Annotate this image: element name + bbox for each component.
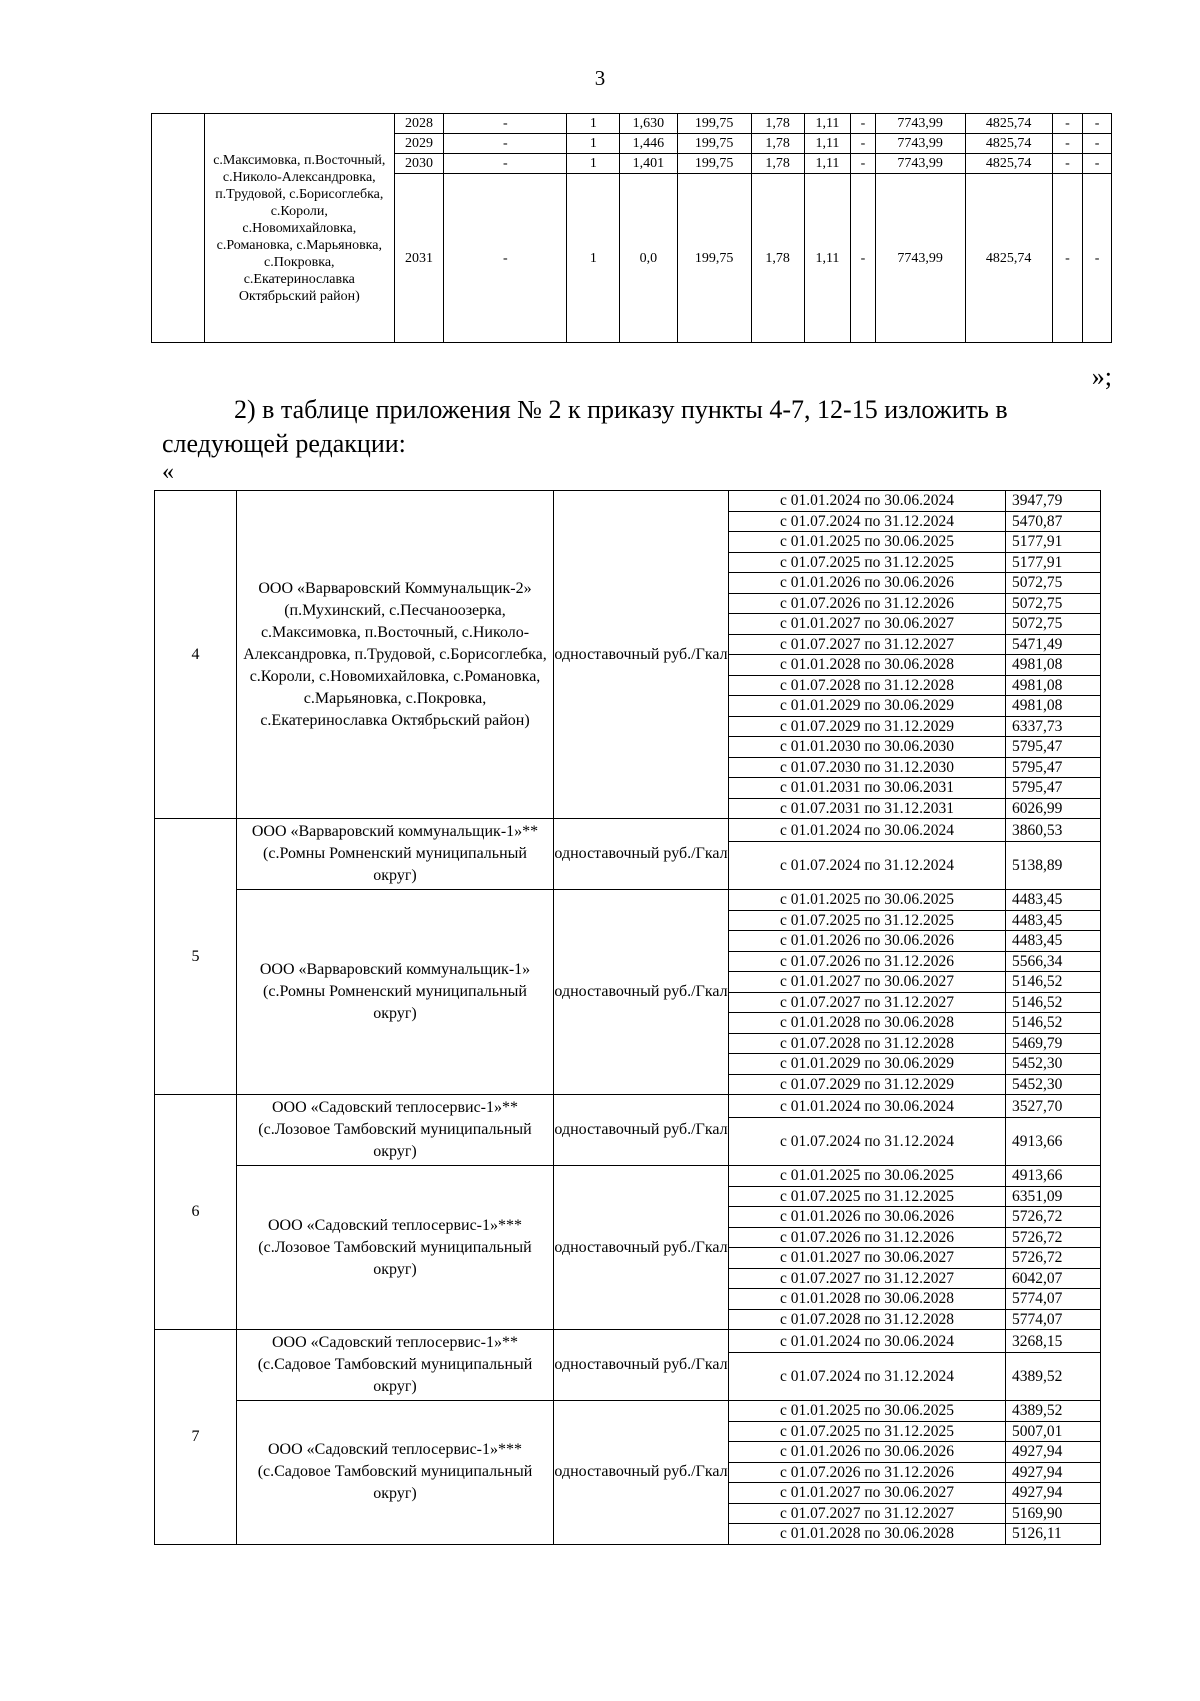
- tariff-value-cell: 5795,47: [1006, 778, 1101, 799]
- tariff-value-cell: 5471,49: [1006, 634, 1101, 655]
- top-table-cell: -: [851, 154, 875, 174]
- tariff-row: [155, 1095, 1101, 1118]
- top-table-cell: 199,75: [677, 174, 751, 343]
- period-cell: с 01.01.2029 по 30.06.2029: [729, 696, 1006, 717]
- tariff-value-cell: 5726,72: [1006, 1227, 1101, 1248]
- top-table-cell: 1,11: [804, 154, 851, 174]
- period-cell: с 01.07.2027 по 31.12.2027: [729, 634, 1006, 655]
- top-table-cell: -: [1083, 134, 1112, 154]
- period-cell: с 01.07.2024 по 31.12.2024: [729, 842, 1006, 890]
- period-cell: с 01.07.2026 по 31.12.2026: [729, 1462, 1006, 1483]
- period-cell: с 01.07.2028 по 31.12.2028: [729, 1309, 1006, 1330]
- period-cell: с 01.01.2027 по 30.06.2027: [729, 1483, 1006, 1504]
- tariff-value-cell: 5138,89: [1006, 842, 1101, 890]
- closing-quote: »;: [1091, 362, 1112, 391]
- period-cell: с 01.07.2026 по 31.12.2026: [729, 1227, 1006, 1248]
- period-cell: с 01.07.2027 по 31.12.2027: [729, 1503, 1006, 1524]
- top-table-cell: 2028: [394, 114, 444, 134]
- period-cell: с 01.01.2028 по 30.06.2028: [729, 1524, 1006, 1545]
- tariff-value-cell: 6026,99: [1006, 798, 1101, 819]
- tariff-value-cell: 4913,66: [1006, 1118, 1101, 1166]
- top-table-cell: 7743,99: [875, 134, 965, 154]
- period-cell: с 01.01.2025 по 30.06.2025: [729, 1166, 1006, 1187]
- period-cell: с 01.07.2024 по 31.12.2024: [729, 511, 1006, 532]
- top-table-cell: 1: [567, 134, 620, 154]
- tariff-type-cell: одноставочный руб./Гкал: [554, 1401, 729, 1545]
- period-cell: с 01.07.2026 по 31.12.2026: [729, 951, 1006, 972]
- tariff-value-cell: 5146,52: [1006, 972, 1101, 993]
- tariff-value-cell: 5774,07: [1006, 1289, 1101, 1310]
- tariff-value-cell: 5146,52: [1006, 992, 1101, 1013]
- item-number: 7: [155, 1330, 237, 1545]
- tariff-table: [154, 490, 1101, 1545]
- tariff-value-cell: 5177,91: [1006, 552, 1101, 573]
- tariff-value-cell: 4981,08: [1006, 696, 1101, 717]
- opening-quote: «: [162, 459, 174, 485]
- period-cell: с 01.07.2025 по 31.12.2025: [729, 1186, 1006, 1207]
- tariff-value-cell: 3947,79: [1006, 491, 1101, 512]
- tariff-value-cell: 6351,09: [1006, 1186, 1101, 1207]
- top-table-cell: -: [1052, 114, 1083, 134]
- top-table-cell: 1,11: [804, 114, 851, 134]
- tariff-value-cell: 4483,45: [1006, 931, 1101, 952]
- period-cell: с 01.07.2027 по 31.12.2027: [729, 992, 1006, 1013]
- top-table-cell: 2029: [394, 134, 444, 154]
- top-table-cell: -: [444, 114, 567, 134]
- top-table-cell: -: [444, 174, 567, 343]
- period-cell: с 01.01.2024 по 30.06.2024: [729, 1330, 1006, 1353]
- tariff-value-cell: 5795,47: [1006, 757, 1101, 778]
- top-table-cell: -: [1052, 134, 1083, 154]
- top-table-cell: 199,75: [677, 114, 751, 134]
- top-table-cell: 1,78: [751, 154, 804, 174]
- top-table-cell: 1,78: [751, 174, 804, 343]
- tariff-value-cell: 5774,07: [1006, 1309, 1101, 1330]
- top-table-cell: 1,446: [620, 134, 677, 154]
- tariff-value-cell: 5007,01: [1006, 1421, 1101, 1442]
- period-cell: с 01.07.2027 по 31.12.2027: [729, 1268, 1006, 1289]
- tariff-value-cell: 6337,73: [1006, 716, 1101, 737]
- tariff-type-cell: одноставочный руб./Гкал: [554, 890, 729, 1095]
- organization-cell: ООО «Варваровский коммунальщик-1»** (с.Ромны Ромненский муниципальный округ): [237, 819, 554, 890]
- organization-cell: ООО «Садовский теплосервис-1»** (с.Садовое Тамбовский муниципальный округ): [237, 1330, 554, 1401]
- top-table-cell: 1,630: [620, 114, 677, 134]
- tariff-value-cell: 5726,72: [1006, 1248, 1101, 1269]
- tariff-value-cell: 4927,94: [1006, 1483, 1101, 1504]
- period-cell: с 01.07.2025 по 31.12.2025: [729, 1421, 1006, 1442]
- top-table-cell: 1: [567, 114, 620, 134]
- top-table-cell: 0,0: [620, 174, 677, 343]
- item-number: 6: [155, 1095, 237, 1330]
- period-cell: с 01.01.2027 по 30.06.2027: [729, 614, 1006, 635]
- organization-cell: ООО «Варваровский коммунальщик-1» (с.Ромны Ромненский муниципальный округ): [237, 890, 554, 1095]
- tariff-row: [155, 491, 1101, 512]
- period-cell: с 01.07.2024 по 31.12.2024: [729, 1118, 1006, 1166]
- top-table-cell: 1,78: [751, 134, 804, 154]
- period-cell: с 01.01.2024 по 30.06.2024: [729, 1095, 1006, 1118]
- tariff-value-cell: 4927,94: [1006, 1442, 1101, 1463]
- organization-cell: ООО «Варваровский Коммунальщик-2» (п.Мухинский, с.Песчаноозерка, с.Максимовка, п.Восточный, с.Николо-Александровка, п.Трудовой, с.Борисоглебка, с.Короли, с.Новомихайловка, с.Романовка, с.Марьяновка, с.Покровка, с.Екатеринославка Октябрьский район): [237, 491, 554, 819]
- item-number: 4: [155, 491, 237, 819]
- tariff-value-cell: 3268,15: [1006, 1330, 1101, 1353]
- period-cell: с 01.01.2025 по 30.06.2025: [729, 890, 1006, 911]
- tariff-value-cell: 4483,45: [1006, 890, 1101, 911]
- top-table-cell: 4825,74: [965, 134, 1052, 154]
- tariff-row: [155, 1401, 1101, 1422]
- period-cell: с 01.01.2029 по 30.06.2029: [729, 1054, 1006, 1075]
- period-cell: с 01.01.2026 по 30.06.2026: [729, 1442, 1006, 1463]
- period-cell: с 01.07.2025 по 31.12.2025: [729, 910, 1006, 931]
- tariff-value-cell: 4927,94: [1006, 1462, 1101, 1483]
- period-cell: с 01.01.2026 по 30.06.2026: [729, 931, 1006, 952]
- period-cell: с 01.01.2031 по 30.06.2031: [729, 778, 1006, 799]
- period-cell: с 01.01.2028 по 30.06.2028: [729, 1289, 1006, 1310]
- tariff-value-cell: 6042,07: [1006, 1268, 1101, 1289]
- top-table-cell: -: [1052, 174, 1083, 343]
- period-cell: с 01.07.2026 по 31.12.2026: [729, 593, 1006, 614]
- organization-cell: ООО «Садовский теплосервис-1»** (с.Лозовое Тамбовский муниципальный округ): [237, 1095, 554, 1166]
- top-table-cell: 7743,99: [875, 114, 965, 134]
- period-cell: с 01.01.2026 по 30.06.2026: [729, 573, 1006, 594]
- tariff-value-cell: 4483,45: [1006, 910, 1101, 931]
- period-cell: с 01.01.2025 по 30.06.2025: [729, 532, 1006, 553]
- tariff-type-cell: одноставочный руб./Гкал: [554, 819, 729, 890]
- period-cell: с 01.01.2025 по 30.06.2025: [729, 1401, 1006, 1422]
- period-cell: с 01.01.2024 по 30.06.2024: [729, 491, 1006, 512]
- top-table-cell: 1,11: [804, 134, 851, 154]
- amendment-paragraph: 2) в таблице приложения № 2 к приказу пункты 4-7, 12-15 изложить в: [234, 395, 1008, 424]
- top-table-cell: 1,11: [804, 174, 851, 343]
- page-number: 3: [594, 66, 606, 90]
- tariff-type-cell: одноставочный руб./Гкал: [554, 1095, 729, 1166]
- top-table-row: [152, 114, 1112, 134]
- tariff-value-cell: 5072,75: [1006, 593, 1101, 614]
- top-table-cell: 199,75: [677, 134, 751, 154]
- top-table-cell: 1,401: [620, 154, 677, 174]
- organization-cell: ООО «Садовский теплосервис-1»*** (с.Лозовое Тамбовский муниципальный округ): [237, 1166, 554, 1330]
- tariff-type-cell: одноставочный руб./Гкал: [554, 1166, 729, 1330]
- period-cell: с 01.01.2027 по 30.06.2027: [729, 972, 1006, 993]
- tariff-row: [155, 1330, 1101, 1353]
- top-table-cell: 4825,74: [965, 114, 1052, 134]
- tariff-value-cell: 5146,52: [1006, 1013, 1101, 1034]
- tariff-value-cell: 5726,72: [1006, 1207, 1101, 1228]
- top-table-cell: 2030: [394, 154, 444, 174]
- item-number: 5: [155, 819, 237, 1095]
- tariff-type-cell: одноставочный руб./Гкал: [554, 1330, 729, 1401]
- top-table-cell: -: [1083, 154, 1112, 174]
- tariff-type-cell: одноставочный руб./Гкал: [554, 491, 729, 819]
- tariff-value-cell: 4389,52: [1006, 1401, 1101, 1422]
- tariff-value-cell: 5452,30: [1006, 1074, 1101, 1095]
- top-table: [151, 113, 1112, 343]
- top-table-cell: 4825,74: [965, 154, 1052, 174]
- tariff-value-cell: 5072,75: [1006, 573, 1101, 594]
- period-cell: с 01.07.2028 по 31.12.2028: [729, 1033, 1006, 1054]
- top-table-cell: -: [1052, 154, 1083, 174]
- period-cell: с 01.01.2030 по 30.06.2030: [729, 737, 1006, 758]
- tariff-value-cell: 4913,66: [1006, 1166, 1101, 1187]
- top-table-cell: -: [1083, 114, 1112, 134]
- tariff-value-cell: 5126,11: [1006, 1524, 1101, 1545]
- tariff-value-cell: 5470,87: [1006, 511, 1101, 532]
- period-cell: с 01.07.2031 по 31.12.2031: [729, 798, 1006, 819]
- tariff-value-cell: 4389,52: [1006, 1353, 1101, 1401]
- top-table-cell: 1: [567, 154, 620, 174]
- top-table-cell: -: [444, 154, 567, 174]
- tariff-row: [155, 890, 1101, 911]
- period-cell: с 01.01.2027 по 30.06.2027: [729, 1248, 1006, 1269]
- organization-cell: ООО «Садовский теплосервис-1»*** (с.Садовое Тамбовский муниципальный округ): [237, 1401, 554, 1545]
- tariff-value-cell: 5177,91: [1006, 532, 1101, 553]
- period-cell: с 01.01.2024 по 30.06.2024: [729, 819, 1006, 842]
- top-table-cell: 2031: [394, 174, 444, 343]
- top-table-cell: 7743,99: [875, 174, 965, 343]
- tariff-value-cell: 4981,08: [1006, 675, 1101, 696]
- top-table-cell: 1,78: [751, 114, 804, 134]
- top-table-place-cell: с.Максимовка, п.Восточный, с.Николо-Александровка, п.Трудовой, с.Борисоглебка, с.Короли, с.Новомихайловка, с.Романовка, с.Марьяновка, с.Покровка, с.Екатеринославка Октябрьский район): [204, 114, 394, 343]
- period-cell: с 01.01.2028 по 30.06.2028: [729, 655, 1006, 676]
- top-table-cell: -: [851, 134, 875, 154]
- top-table-cell: 4825,74: [965, 174, 1052, 343]
- tariff-value-cell: 5566,34: [1006, 951, 1101, 972]
- tariff-value-cell: 5469,79: [1006, 1033, 1101, 1054]
- top-table-cell: -: [851, 114, 875, 134]
- top-table-cell: 1: [567, 174, 620, 343]
- amendment-paragraph-continuation: следующей редакции:: [162, 429, 406, 458]
- period-cell: с 01.07.2029 по 31.12.2029: [729, 1074, 1006, 1095]
- period-cell: с 01.07.2028 по 31.12.2028: [729, 675, 1006, 696]
- top-table-cell: 199,75: [677, 154, 751, 174]
- top-table-blank-cell: [152, 114, 205, 343]
- tariff-value-cell: 3860,53: [1006, 819, 1101, 842]
- tariff-value-cell: 5169,90: [1006, 1503, 1101, 1524]
- tariff-value-cell: 4981,08: [1006, 655, 1101, 676]
- tariff-value-cell: 3527,70: [1006, 1095, 1101, 1118]
- tariff-value-cell: 5452,30: [1006, 1054, 1101, 1075]
- top-table-cell: -: [1083, 174, 1112, 343]
- tariff-row: [155, 1166, 1101, 1187]
- period-cell: с 01.07.2030 по 31.12.2030: [729, 757, 1006, 778]
- top-table-cell: -: [444, 134, 567, 154]
- period-cell: с 01.07.2029 по 31.12.2029: [729, 716, 1006, 737]
- period-cell: с 01.07.2025 по 31.12.2025: [729, 552, 1006, 573]
- period-cell: с 01.01.2026 по 30.06.2026: [729, 1207, 1006, 1228]
- tariff-row: [155, 819, 1101, 842]
- period-cell: с 01.01.2028 по 30.06.2028: [729, 1013, 1006, 1034]
- top-table-cell: -: [851, 174, 875, 343]
- tariff-value-cell: 5795,47: [1006, 737, 1101, 758]
- tariff-value-cell: 5072,75: [1006, 614, 1101, 635]
- top-table-cell: 7743,99: [875, 154, 965, 174]
- period-cell: с 01.07.2024 по 31.12.2024: [729, 1353, 1006, 1401]
